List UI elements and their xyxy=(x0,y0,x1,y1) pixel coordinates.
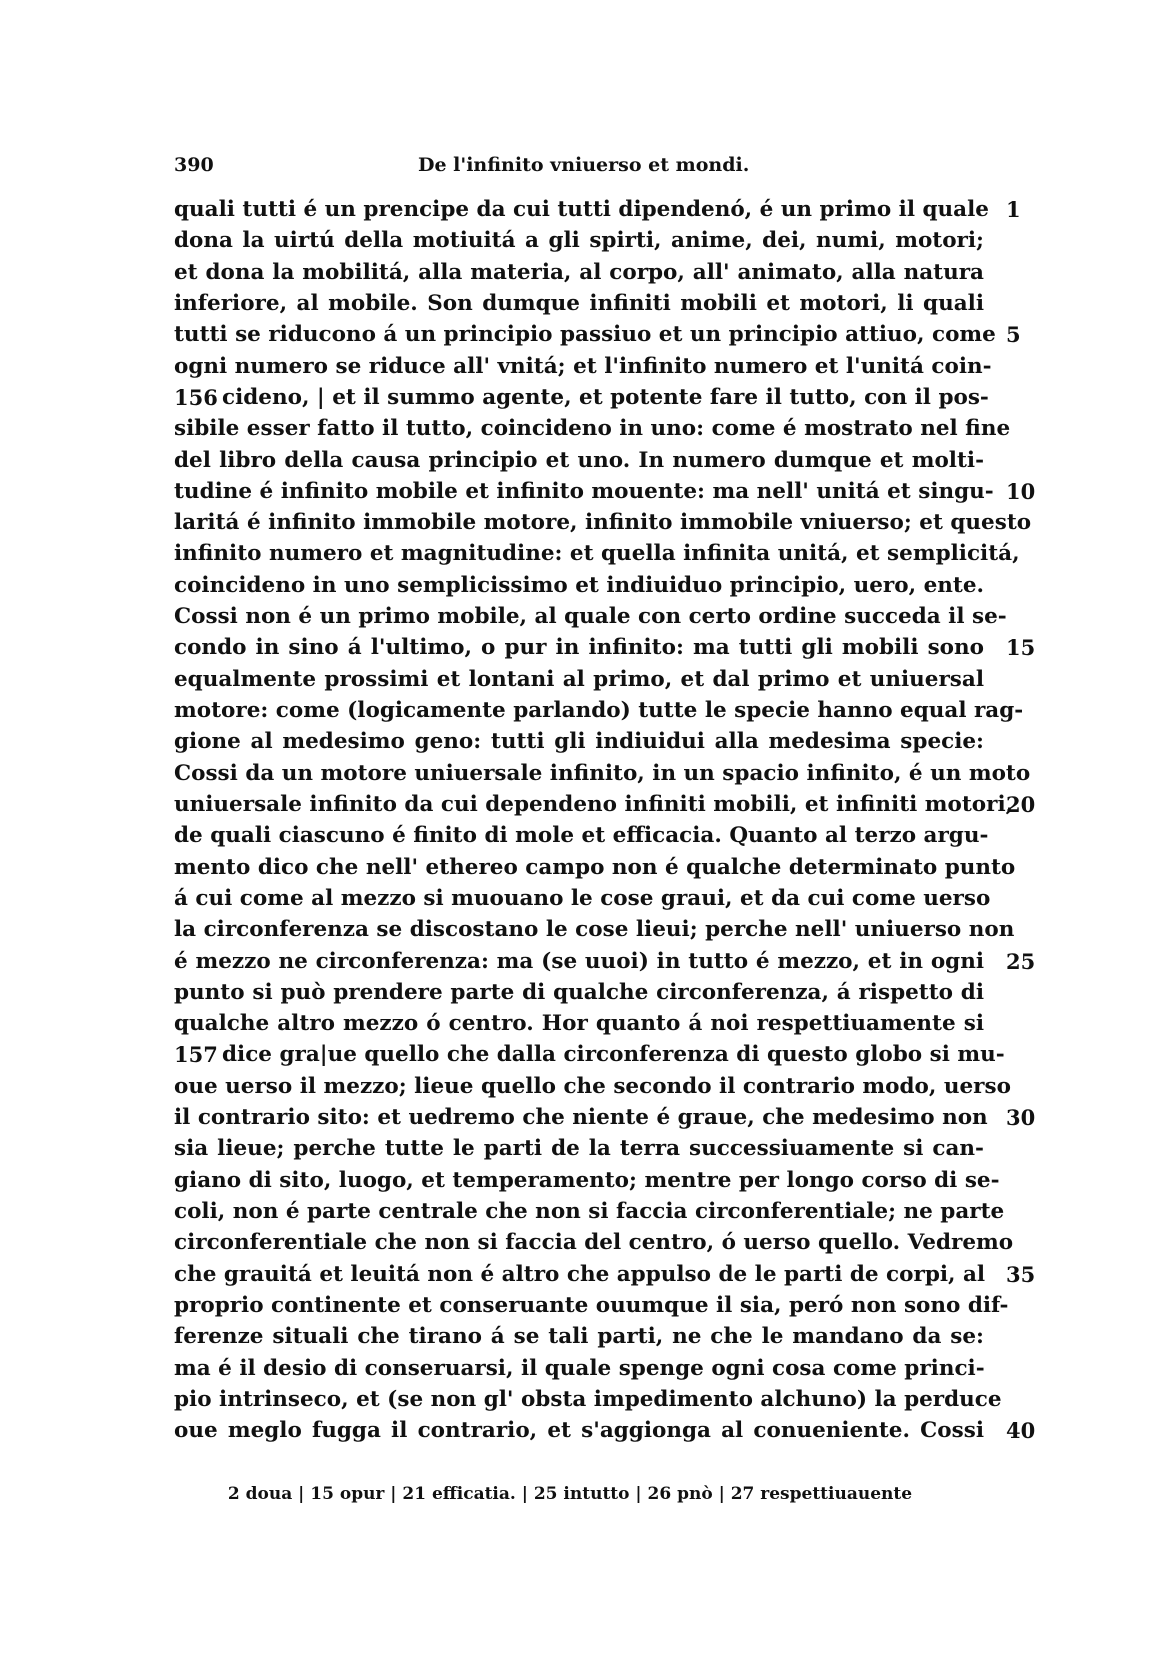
text-line xyxy=(0,946,1174,977)
text-line xyxy=(0,319,1174,350)
line-text: de quali ciascuno é finito di mole et efficacia. Quanto al terzo argu- xyxy=(174,823,989,849)
line-text: é mezzo ne circonferenza: ma (se uuoi) in tutto é mezzo, et in ogni xyxy=(174,948,984,974)
text-line xyxy=(0,413,1174,444)
text-line xyxy=(0,1133,1174,1164)
line-text: tutti se riducono á un principio passiuo et un principio attiuo, come xyxy=(174,322,996,348)
line-text: giano di sito, luogo, et temperamento; mentre per longo corso di se- xyxy=(174,1167,1000,1193)
text-line xyxy=(0,789,1174,820)
marginal-page-number: 157 xyxy=(174,1042,218,1068)
text-line xyxy=(0,852,1174,883)
line-text: dice gra|ue quello che dalla circonferenza di questo globo si mu- xyxy=(222,1042,1005,1068)
marginal-page-number: 156 xyxy=(174,384,218,410)
text-line xyxy=(0,1102,1174,1133)
line-text: pio intrinseco, et (se non gl' obsta impedimento alchuno) la perduce xyxy=(174,1386,1002,1412)
text-line xyxy=(0,351,1174,382)
line-text: uniuersale infinito da cui dependeno infiniti mobili, et infiniti motori, xyxy=(174,791,1014,817)
text-line xyxy=(0,476,1174,507)
text-line xyxy=(0,664,1174,695)
text-line xyxy=(0,194,1174,225)
text-line xyxy=(0,601,1174,632)
text-line xyxy=(0,538,1174,569)
text-line xyxy=(0,1196,1174,1227)
line-text: proprio continente et conseruante ouumque il sia, peró non sono dif- xyxy=(174,1292,1009,1318)
text-line xyxy=(0,1384,1174,1415)
text-line xyxy=(0,288,1174,319)
line-number: 25 xyxy=(1006,948,1036,974)
line-number: 15 xyxy=(1006,635,1036,661)
text-line xyxy=(0,1353,1174,1384)
text-line xyxy=(0,1165,1174,1196)
text-line xyxy=(0,632,1174,663)
line-text: et dona la mobilitá, alla materia, al corpo, all' animato, alla natura xyxy=(174,259,984,285)
line-text: inferiore, al mobile. Son dumque infiniti mobili et motori, li quali xyxy=(174,290,984,316)
line-text: laritá é infinito immobile motore, infinito immobile vniuerso; et questo xyxy=(174,510,1032,536)
line-text: gione al medesimo geno: tutti gli indiuidui alla medesima specie: xyxy=(174,729,984,755)
text-line xyxy=(0,820,1174,851)
text-line xyxy=(0,1071,1174,1102)
line-text: qualche altro mezzo ó centro. Hor quanto á noi respettiuamente si xyxy=(174,1011,984,1037)
line-text: infinito numero et magnitudine: et quella infinita unitá, et semplicitá, xyxy=(174,541,1020,567)
line-text: equalmente prossimi et lontani al primo, et dal primo et uniuersal xyxy=(174,666,984,692)
text-line xyxy=(0,382,1174,413)
text-line xyxy=(0,257,1174,288)
line-text: oue uerso il mezzo; lieue quello che secondo il contrario modo, uerso xyxy=(174,1073,1011,1099)
line-text: circonferentiale che non si faccia del centro, ó uerso quello. Vedremo xyxy=(174,1230,1014,1256)
line-text: condo in sino á l'ultimo, o pur in infinito: ma tutti gli mobili sono xyxy=(174,635,984,661)
line-text: ferenze situali che tirano á se tali parti, ne che le mandano da se: xyxy=(174,1324,984,1350)
line-text: coincideno in uno semplicissimo et indiuiduo principio, uero, ente. xyxy=(174,572,984,598)
text-line xyxy=(0,1321,1174,1352)
line-text: Cossi da un motore uniuersale infinito, in un spacio infinito, é un moto xyxy=(174,760,1031,786)
text-line xyxy=(0,1415,1174,1446)
text-line xyxy=(0,883,1174,914)
line-number: 30 xyxy=(1006,1105,1036,1131)
line-text: il contrario sito: et uedremo che niente é graue, che medesimo non xyxy=(174,1105,988,1131)
line-text: mento dico che nell' ethereo campo non é qualche determinato punto xyxy=(174,854,1016,880)
page-header xyxy=(174,154,994,184)
line-text: ma é il desio di conseruarsi, il quale spenge ogni cosa come princi- xyxy=(174,1355,985,1381)
page-number: 390 xyxy=(174,154,214,176)
body-text xyxy=(0,194,1174,1447)
line-number: 35 xyxy=(1006,1261,1036,1287)
text-line xyxy=(0,695,1174,726)
running-title: De l'infinito vniuerso et mondi. xyxy=(418,154,750,176)
line-text: tudine é infinito mobile et infinito mouente: ma nell' unitá et singu- xyxy=(174,478,994,504)
line-text: motore: come (logicamente parlando) tutte le specie hanno equal rag- xyxy=(174,698,1024,723)
line-text: del libro della causa principio et uno. In numero dumque et molti- xyxy=(174,447,984,473)
line-number: 5 xyxy=(1006,322,1021,348)
line-text: che grauitá et leuitá non é altro che appulso de le parti de corpi, al xyxy=(174,1261,986,1287)
line-number: 40 xyxy=(1006,1418,1036,1444)
line-number: 10 xyxy=(1006,478,1036,504)
text-line xyxy=(0,758,1174,789)
text-line xyxy=(0,1039,1174,1070)
text-line xyxy=(0,445,1174,476)
text-line xyxy=(0,1008,1174,1039)
text-line xyxy=(0,726,1174,757)
text-line xyxy=(0,977,1174,1008)
line-text: Cossi non é un primo mobile, al quale con certo ordine succeda il se- xyxy=(174,604,1007,630)
line-text: dona la uirtú della motiuitá a gli spirti, anime, dei, numi, motori; xyxy=(174,228,984,254)
line-text: coli, non é parte centrale che non si faccia circonferentiale; ne parte xyxy=(174,1199,1005,1224)
text-line xyxy=(0,914,1174,945)
line-text: ogni numero se riduce all' vnitá; et l'infinito numero et l'unitá coin- xyxy=(174,353,992,379)
text-line xyxy=(0,1227,1174,1258)
line-text: sia lieue; perche tutte le parti de la terra successiuamente si can- xyxy=(174,1136,984,1162)
text-line xyxy=(0,1290,1174,1321)
line-text: punto si può prendere parte di qualche circonferenza, á rispetto di xyxy=(174,979,984,1005)
line-text: á cui come al mezzo si muouano le cose graui, et da cui come uerso xyxy=(174,885,991,911)
line-text: sibile esser fatto il tutto, coincideno in uno: come é mostrato nel fine xyxy=(174,416,1011,442)
text-line xyxy=(0,570,1174,601)
footnotes: 2 doua | 15 opur | 21 efficatia. | 25 intutto | 26 pnò | 27 respettiuauente xyxy=(227,1484,913,1504)
line-text: la circonferenza se discostano le cose lieui; perche nell' uniuerso non xyxy=(174,917,1015,943)
line-text: cideno, | et il summo agente, et potente fare il tutto, con il pos- xyxy=(222,384,989,410)
line-number: 1 xyxy=(1006,197,1021,222)
text-line xyxy=(0,225,1174,256)
text-line xyxy=(0,1259,1174,1290)
text-line xyxy=(0,507,1174,538)
line-text: oue meglo fugga il contrario, et s'aggionga al conueniente. Cossi xyxy=(174,1418,984,1444)
line-text: quali tutti é un prencipe da cui tutti dipendenó, é un primo il quale xyxy=(174,197,989,222)
line-number: 20 xyxy=(1006,791,1036,817)
